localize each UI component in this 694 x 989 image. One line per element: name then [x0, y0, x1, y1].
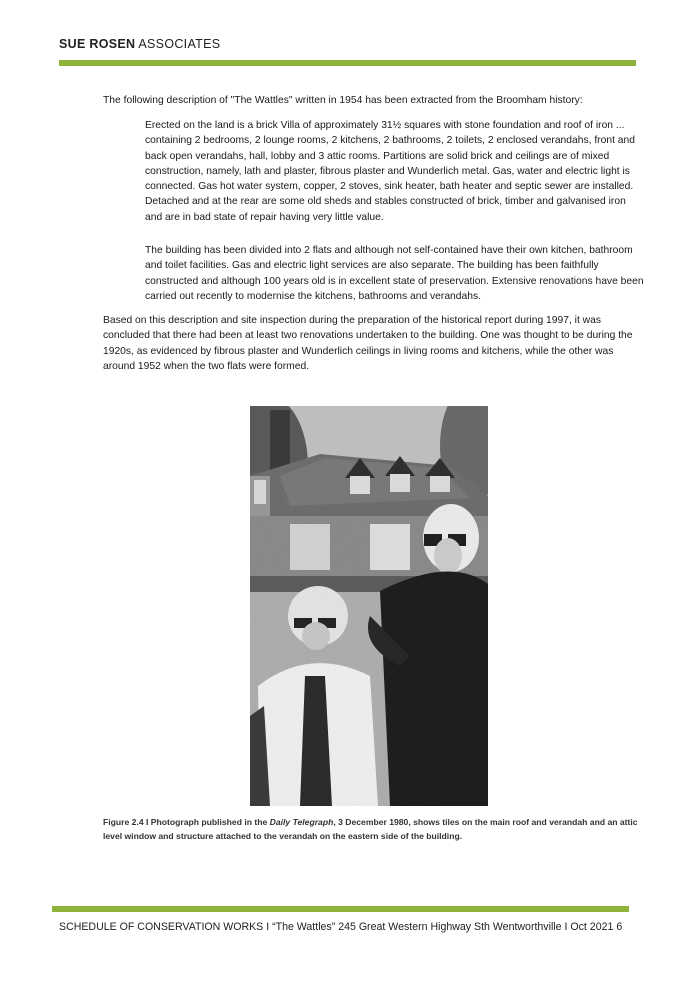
- header-divider: [59, 60, 636, 66]
- logo-rest-text: ASSOCIATES: [135, 37, 221, 51]
- figure-caption: [103, 815, 643, 843]
- quote-paragraph-1: Erected on the land is a brick Villa of approximately 31½ squares with stone foundation and roof of iron ... containing 2 bedrooms, 2 lounge rooms, 2 kitchens, 2 bathrooms, 2 toilets, 2 enclosed verandahs, front and back open verandahs, hall, lobby and 3 attic rooms. Partitions are solid brick and ceilings are of mixed construction, namely, lath and plaster, fibrous plaster and Wunderlich metal. Gas, water and electric light is connected. Gas hot water system, copper, 2 stoves, sink heater, bath heater and septic sewer are installed. Detached and at the rear are some old sheds and stables constructed of brick, timber and galvanised iron and are in bad state of repair having very little value.: [145, 120, 635, 223]
- body-paragraph: Based on this description and site inspection during the preparation of the historical report during 1997, it was concluded that there had been at least two renovations undertaken to the building. One was thought to be during the 1920s, as evidenced by fibrous plaster and Wunderlich ceilings in living rooms and kitchens, while the other was around 1952 when the two flats were formed.: [103, 315, 633, 372]
- historic-photograph: [250, 406, 488, 806]
- caption-prefix: Figure 2.4 I Photograph published in the: [103, 817, 270, 827]
- intro-paragraph: The following description of "The Wattles" written in 1954 has been extracted from the Broomham history:: [103, 95, 583, 106]
- caption-suffix: , 3 December 1980, shows tiles on the main roof and verandah and an attic level window and structure attached to the verandah on the eastern side of the building.: [103, 817, 638, 841]
- company-logo: [59, 37, 220, 51]
- caption-publication: Daily Telegraph: [269, 817, 334, 827]
- quote-paragraph-2: The building has been divided into 2 flats and although not self-contained have their own kitchen, bathroom and toilet facilities. Gas and electric light services are also separate. The building has been faithfully constructed and although 100 years old is in excellent state of preservation. Extensive renovations have been carried out recently to modernise the kitchens, bathrooms and verandahs.: [145, 245, 644, 302]
- logo-bold-text: SUE ROSEN: [59, 37, 136, 51]
- footer-divider: [52, 906, 629, 912]
- page-footer: SCHEDULE OF CONSERVATION WORKS I “The Wattles” 245 Great Western Highway Sth Wentworthville I Oct 2021 6: [59, 921, 623, 933]
